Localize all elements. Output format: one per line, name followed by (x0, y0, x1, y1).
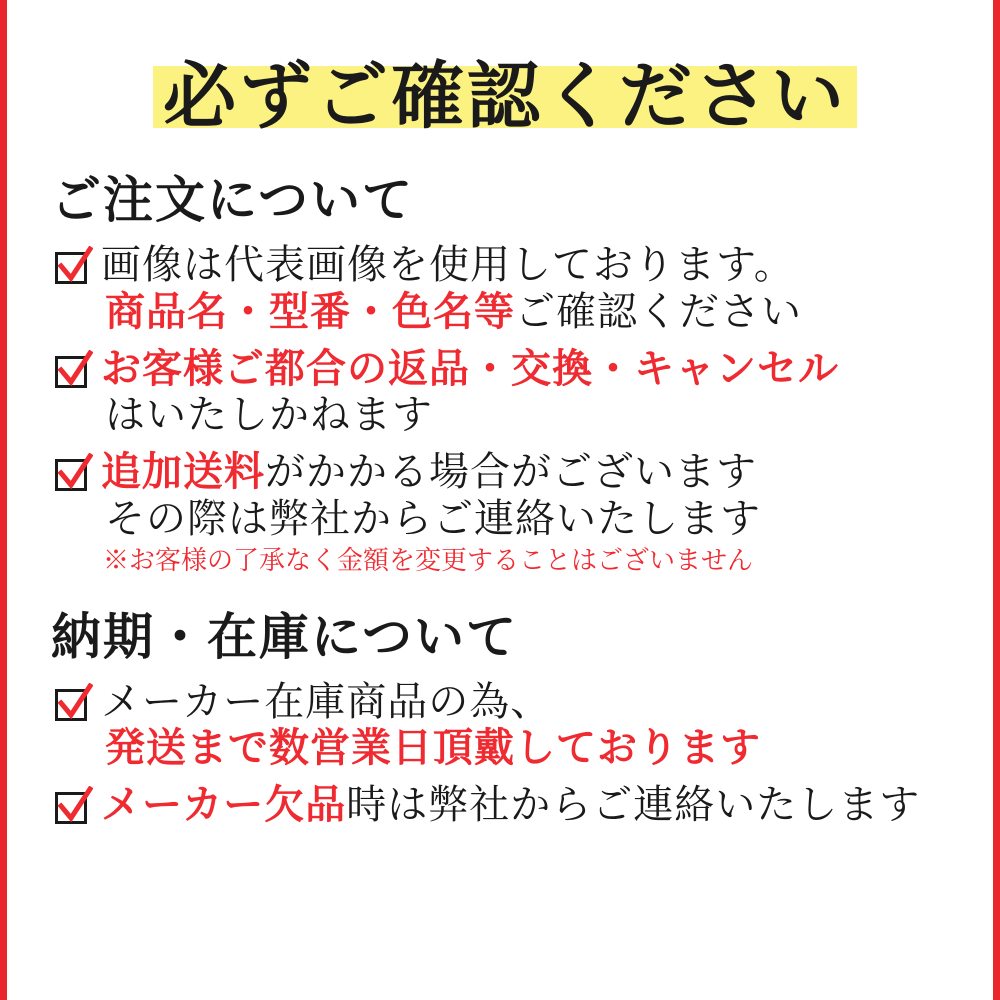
item-note: ※お客様の了承なく金額を変更することはございません (103, 545, 754, 576)
checkbox-checked-icon (53, 248, 93, 288)
check-mark-icon (57, 453, 93, 493)
list-item (53, 679, 965, 773)
page-title-banner (45, 30, 965, 148)
item-text-emphasis: 発送まで数営業日頂戴しております (105, 724, 761, 772)
checkbox-checked-icon (53, 788, 93, 828)
item-text: ご確認ください (515, 288, 802, 335)
list-item (53, 449, 965, 578)
section-heading-order: ご注文について (51, 170, 414, 229)
check-mark-icon (57, 246, 93, 286)
checkbox-checked-icon (53, 685, 93, 725)
section-heading-delivery: 納期・在庫について (51, 606, 518, 666)
item-text: はいたしかねます (105, 392, 433, 439)
list-item (53, 242, 965, 336)
item-text-emphasis: お客様ご都合の返品・交換・キャンセル (101, 344, 839, 392)
item-text: がかかる場合がございます (265, 449, 757, 496)
check-mark-icon (57, 350, 93, 390)
checkbox-checked-icon (53, 455, 93, 495)
check-mark-icon (57, 786, 93, 826)
item-text: その際は弊社からご連絡いたします (105, 495, 761, 542)
notice-content (7, 0, 993, 1000)
item-text: 画像は代表画像を使用しております。 (101, 242, 795, 288)
list-item (53, 782, 965, 829)
list-item (53, 346, 965, 440)
check-mark-icon (57, 683, 93, 723)
item-text-emphasis: 追加送料 (101, 448, 265, 496)
item-text-emphasis: 商品名・型番・色名等 (105, 287, 515, 335)
item-text-emphasis: メーカー欠品 (101, 781, 347, 829)
item-text: メーカー在庫商品の為、 (101, 678, 552, 725)
checkbox-checked-icon (53, 352, 93, 392)
page-title: 必ずご確認ください (163, 52, 847, 139)
item-text: 時は弊社からご連絡いたします (346, 782, 921, 829)
